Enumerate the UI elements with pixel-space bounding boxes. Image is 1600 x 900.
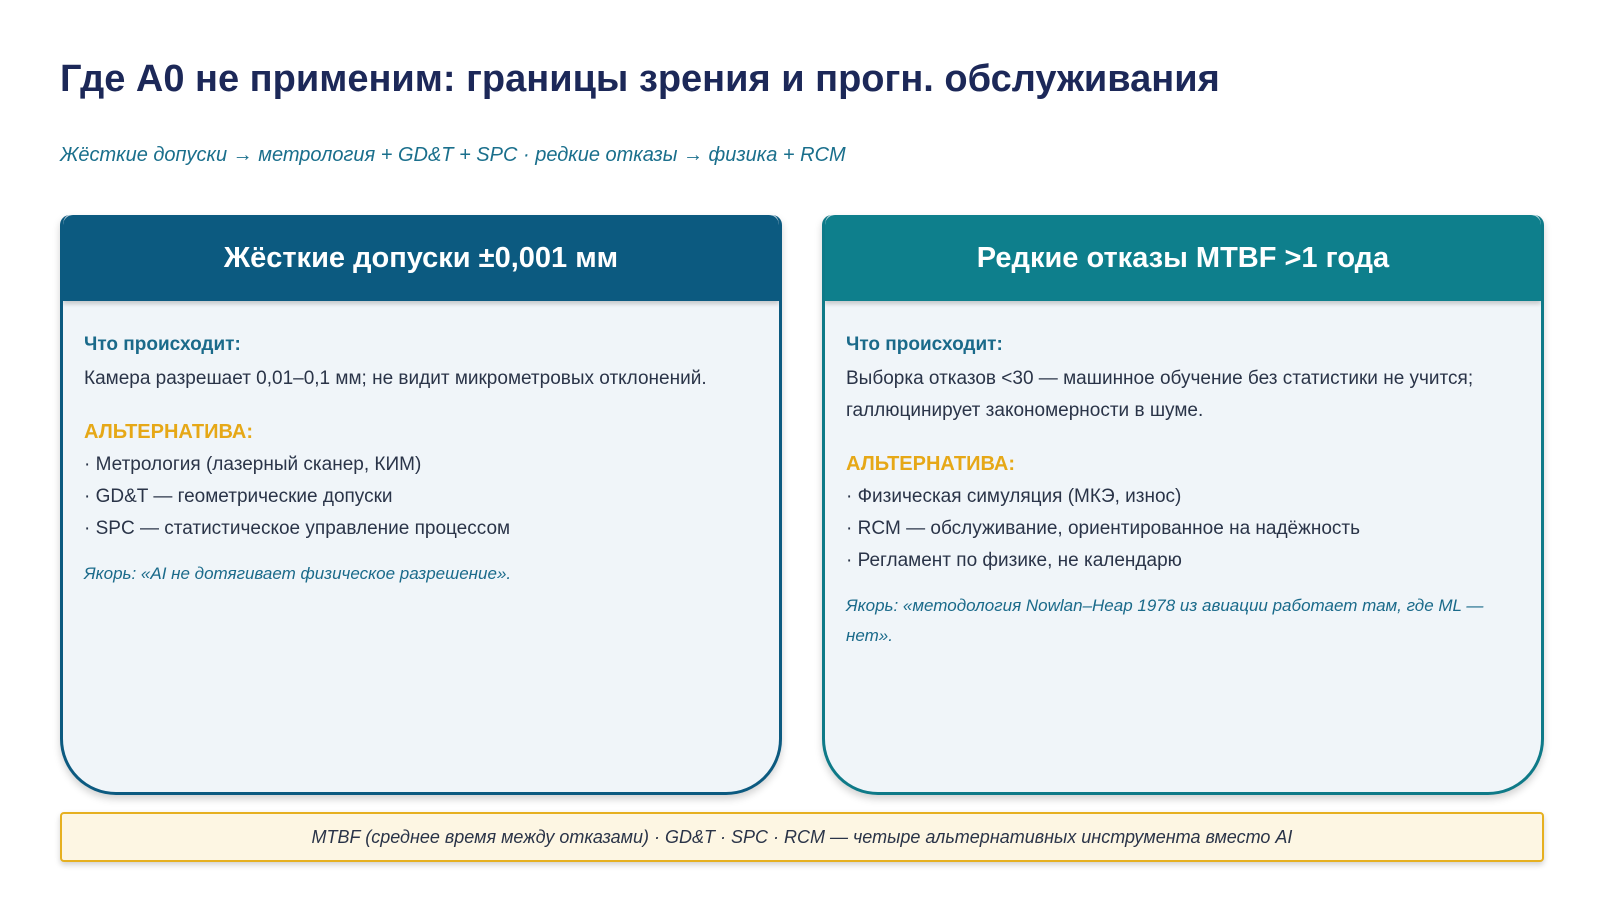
alternative-item: · SPC — статистическое управление процессом <box>84 518 511 539</box>
card-tight-tolerances <box>60 215 782 795</box>
what-happens-label: Что происходит: <box>846 334 1003 355</box>
page-title: Где A0 не применим: границы зрения и прогн. обслуживания <box>60 58 1220 100</box>
page-subtitle: Жёсткие допуски → метрология + GD&T + SPC · редкие отказы → физика + RCM <box>60 144 846 166</box>
card-header: Жёсткие допуски ±0,001 мм <box>63 215 779 301</box>
what-happens-text: Камера разрешает 0,01–0,1 мм; не видит микрометровых отклонений. <box>84 368 707 389</box>
card-rare-failures <box>822 215 1544 795</box>
anchor-note: Якорь: «методология Nowlan–Heap 1978 из авиации работает там, где ML — нет». <box>846 596 1484 645</box>
card-header: Редкие отказы MTBF >1 года <box>825 215 1541 301</box>
what-happens-label: Что происходит: <box>84 334 241 355</box>
alternative-item: · RCM — обслуживание, ориентированное на надёжность <box>846 518 1360 539</box>
alternative-item: · GD&T — геометрические допуски <box>84 486 393 507</box>
alternative-label: АЛЬТЕРНАТИВА: <box>846 453 1016 475</box>
card-body <box>825 301 1541 651</box>
anchor-note: Якорь: «AI не дотягивает физическое разрешение». <box>84 564 512 583</box>
alternative-item: · Метрология (лазерный сканер, КИМ) <box>84 454 422 475</box>
alternative-label: АЛЬТЕРНАТИВА: <box>84 421 254 443</box>
alternative-item: · Регламент по физике, не календарю <box>846 550 1182 571</box>
what-happens-text: Выборка отказов <30 — машинное обучение без статистики не учится; галлюцинирует закономерности в шуме. <box>846 368 1474 421</box>
footer-note: MTBF (среднее время между отказами) · GD&T · SPC · RCM — четыре альтернативных инструмента вместо AI <box>60 812 1544 862</box>
alternative-item: · Физическая симуляция (МКЭ, износ) <box>846 486 1182 507</box>
card-body <box>63 301 779 589</box>
